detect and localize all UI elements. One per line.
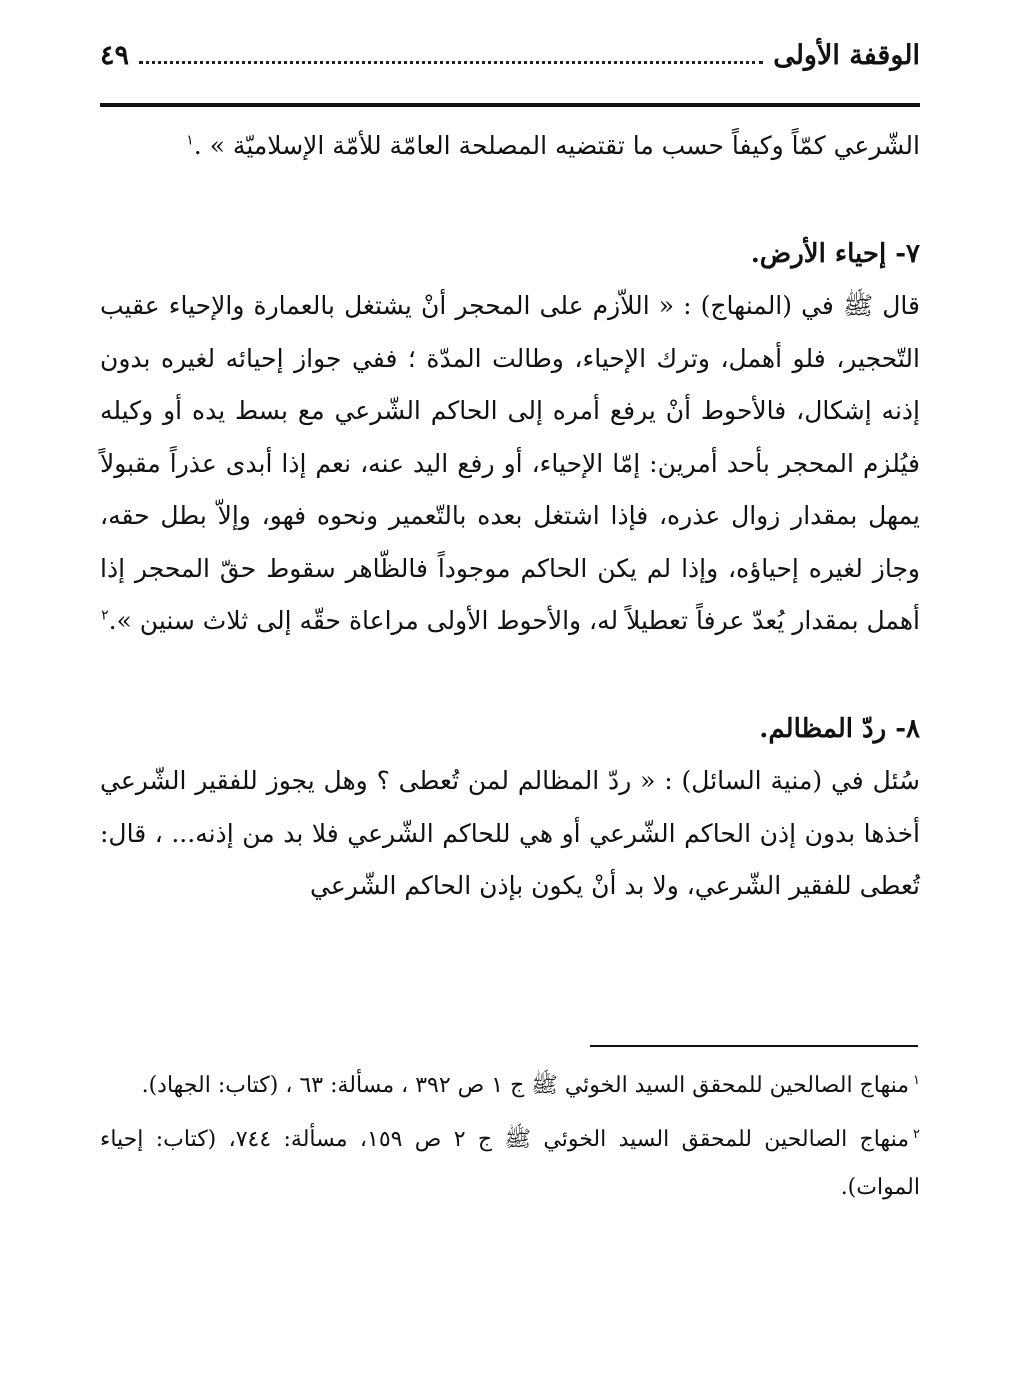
running-header: [100, 30, 920, 80]
continuation-paragraph: [100, 120, 920, 173]
section-8-paragraph: سُئل في (منية السائل) : « ردّ المظالم لمن تُعطى ؟ وهل يجوز للفقير الشّرعي أخذها بدون إذن الحاكم الشّرعي أو هي للحاكم الشّرعي فلا بد من إذنه... ، قال: تُعطى للفقير الشّرعي، ولا بد أنْ يكون بإذن الحاكم الشّرعي: [100, 766, 920, 900]
page-number: ٤٩: [100, 39, 130, 71]
footnotes: [100, 1062, 920, 1212]
running-title: الوقفة الأولى: [773, 39, 920, 71]
footnote-separator: [590, 1045, 918, 1047]
section-7-heading: ٧- إحياء الأرض.: [750, 238, 920, 269]
footnote-number: ١: [913, 1072, 920, 1088]
main-text: [100, 120, 920, 913]
footnote-2: [100, 1116, 920, 1212]
footnote-ref-1: ١: [186, 132, 194, 149]
section-7-paragraph: [100, 280, 920, 648]
footnote-ref-2: ٢: [101, 607, 109, 624]
continuation-text: الشّرعي كمّاً وكيفاً حسب ما تقتضيه المصلحة العامّة للأمّة الإسلاميّة » .: [193, 131, 920, 160]
section-7-text: قال ﷺ في (المنهاج) : « اللاّزم على المحجر أنْ يشتغل بالعمارة والإحياء عقيب التّحجير، فلو أهمل، وترك الإحياء، وطالت المدّة ؛ ففي جواز إحيائه لغيره بدون إذنه إشكال، فالأحوط أنْ يرفع أمره إلى الحاكم الشّرعي مع بسط يده أو وكيله فيُلزم المحجر بأحد أمرين: إمّا الإحياء، أو رفع اليد عنه، نعم إذا أبدى عذراً مقبولاً يمهل بمقدار زوال عذره، فإذا اشتغل بعده بالتّعمير ونحوه فهو، وإلاّ بطل حقه، وجاز لغيره إحياؤه، وإذا لم يكن الحاكم موجوداً فالظّاهر سقوط حقّ المحجر إذا أهمل بمقدار يُعدّ عرفاً تعطيلاً له، والأحوط الأولى مراعاة حقّه إلى ثلاث سنين ».: [100, 291, 920, 635]
section-8-heading: ٨- ردّ المظالم.: [759, 713, 920, 744]
header-dot-leader: [139, 61, 763, 64]
footnote-number: ٢: [913, 1126, 920, 1142]
footnote-text: منهاج الصالحين للمحقق السيد الخوئي ﷺ ج ٢ ص ١٥٩، مسألة: ٧٤٤، (كتاب: إحياء الموات).: [100, 1127, 920, 1200]
footnote-1: [100, 1062, 920, 1110]
footnote-text: منهاج الصالحين للمحقق السيد الخوئي ﷺ ج ١ ص ٣٩٢ ، مسألة: ٦٣ ، (كتاب: الجهاد).: [141, 1073, 910, 1098]
header-rule: [100, 103, 920, 107]
